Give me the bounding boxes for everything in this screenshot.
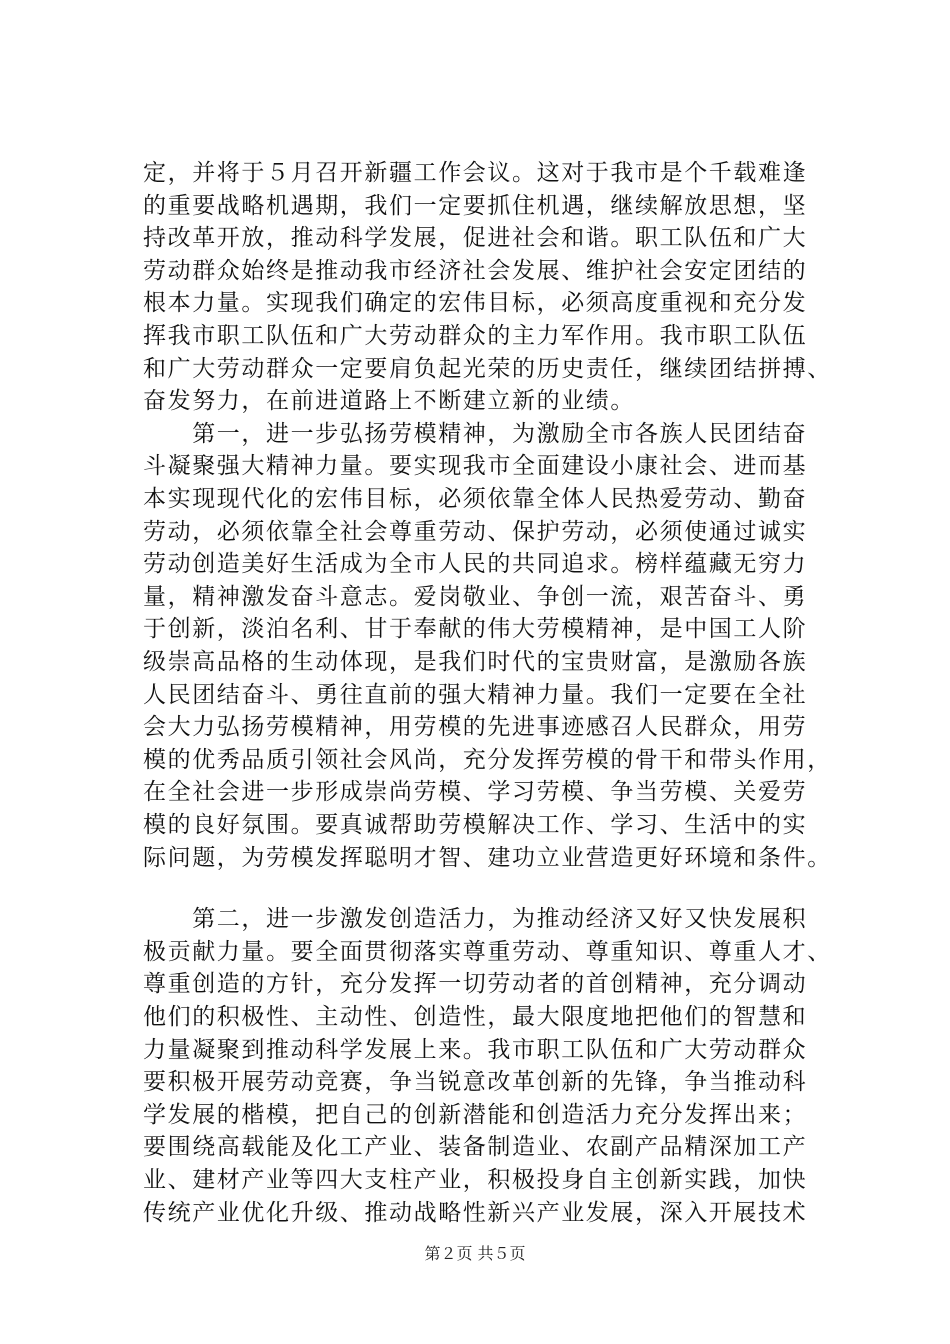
- text-line: 第二，进一步激发创造活力，为推动经济又好又快发展积: [143, 906, 808, 933]
- text-line: 学发展的楷模，把自己的创新潜能和创造活力充分发挥出来；: [143, 1101, 808, 1128]
- text-line: 本实现现代化的宏伟目标，必须依靠全体人民热爱劳动、勤奋: [143, 486, 808, 512]
- text-line: 根本力量。实现我们确定的宏伟目标，必须高度重视和充分发: [143, 290, 808, 317]
- text-line: 在全社会进一步形成崇尚劳模、学习劳模、争当劳模、关爱劳: [143, 779, 808, 806]
- text-line: 业、建材产业等四大支柱产业，积极投身自主创新实践，加快: [143, 1167, 808, 1193]
- text-line: 模的良好氛围。要真诚帮助劳模解决工作、学习、生活中的实: [143, 812, 808, 838]
- text-line: 要积极开展劳动竞赛，争当锐意改革创新的先锋，争当推动科: [143, 1069, 808, 1096]
- text-line: 力量凝聚到推动科学发展上来。我市职工队伍和广大劳动群众: [143, 1036, 808, 1063]
- page-footer: 第２页 共５页: [424, 1244, 526, 1263]
- text-line: 于创新，淡泊名利、甘于奉献的伟大劳模精神，是中国工人阶: [143, 616, 808, 643]
- text-line: 传统产业优化升级、推动战略性新兴产业发展，深入开展技术: [143, 1199, 808, 1226]
- text-line: 极贡献力量。要全面贯彻落实尊重劳动、尊重知识、尊重人才、: [143, 938, 832, 965]
- text-line: 劳动群众始终是推动我市经济社会发展、维护社会安定团结的: [143, 257, 808, 284]
- text-line: 和广大劳动群众一定要肩负起光荣的历史责任，继续团结拼搏、: [143, 355, 832, 382]
- text-line: 挥我市职工队伍和广大劳动群众的主力军作用。我市职工队伍: [143, 323, 808, 349]
- text-line: 人民团结奋斗、勇往直前的强大精神力量。我们一定要在全社: [143, 681, 808, 708]
- text-line: 第一，进一步弘扬劳模精神，为激励全市各族人民团结奋: [143, 420, 808, 447]
- text-line: 模的优秀品质引领社会风尚，充分发挥劳模的骨干和带头作用，: [143, 746, 832, 773]
- text-line: 际问题，为劳模发挥聪明才智、建功立业营造更好环境和条件。: [143, 844, 832, 871]
- text-line: 他们的积极性、主动性、创造性，最大限度地把他们的智慧和: [143, 1004, 808, 1030]
- text-line: 量，精神激发奋斗意志。爱岗敬业、争创一流，艰苦奋斗、勇: [143, 583, 808, 610]
- text-line: 要围绕高载能及化工产业、装备制造业、农副产品精深加工产: [143, 1134, 808, 1161]
- text-line: 斗凝聚强大精神力量。要实现我市全面建设小康社会、进而基: [143, 453, 808, 480]
- text-line: 级崇高品格的生动体现，是我们时代的宝贵财富，是激励各族: [143, 649, 808, 675]
- text-line: 的重要战略机遇期，我们一定要抓住机遇，继续解放思想，坚: [143, 192, 808, 219]
- text-line: 会大力弘扬劳模精神，用劳模的先进事迹感召人民群众，用劳: [143, 714, 808, 741]
- text-line: 奋发努力，在前进道路上不断建立新的业绩。: [143, 388, 635, 415]
- text-line: 劳动创造美好生活成为全市人民的共同追求。榜样蕴藏无穷力: [143, 551, 808, 578]
- text-line: 持改革开放，推动科学发展，促进社会和谐。职工队伍和广大: [143, 225, 808, 252]
- text-line: 定，并将于５月召开新疆工作会议。这对于我市是个千载难逢: [143, 160, 808, 186]
- text-line: 劳动，必须依靠全社会尊重劳动、保护劳动，必须使通过诚实: [143, 518, 808, 545]
- text-line: 尊重创造的方针，充分发挥一切劳动者的首创精神，充分调动: [143, 971, 808, 998]
